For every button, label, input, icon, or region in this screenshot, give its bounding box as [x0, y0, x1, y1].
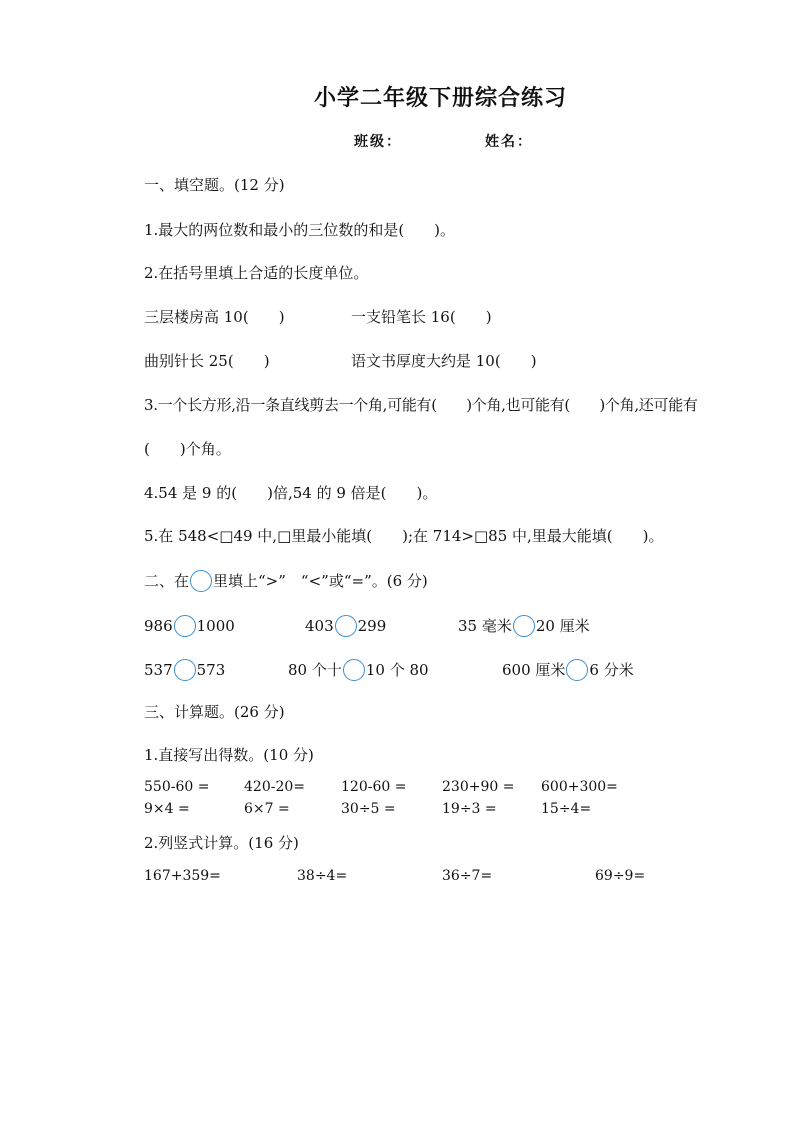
compare-item — [502, 659, 634, 681]
page-title: 小学二年级下册综合练习 — [314, 85, 568, 111]
question-1-2-item: 一支铅笔长 16( ) — [351, 308, 492, 326]
compare-item — [458, 615, 590, 637]
circle-icon — [190, 570, 212, 592]
calc-item: 6×7 = — [244, 801, 290, 817]
vertical-calc-item: 167+359= — [144, 868, 221, 884]
compare-right: 20 厘米 — [535, 617, 590, 635]
question-1-3-line1: 3.一个长方形,沿一条直线剪去一个角,可能有( )个角,也可能有( )个角,还可能有 — [144, 396, 698, 414]
compare-left: 403 — [305, 617, 334, 635]
vertical-calc-item: 38÷4= — [297, 868, 348, 884]
compare-left: 537 — [144, 661, 173, 679]
calc-item: 30÷5 = — [341, 801, 396, 817]
compare-right: 573 — [196, 661, 226, 679]
answer-circle[interactable] — [343, 659, 365, 681]
section2-heading — [144, 570, 428, 592]
calc-item: 600+300= — [541, 779, 618, 795]
calc-item: 120-60 = — [341, 779, 407, 795]
question-1-3-line2: ( )个角。 — [144, 440, 231, 458]
class-label: 班级： — [354, 134, 402, 150]
calc-item: 230+90 = — [442, 779, 515, 795]
question-1-2: 2.在括号里填上合适的长度单位。 — [144, 264, 369, 282]
question-3-2: 2.列竖式计算。(16 分) — [144, 834, 299, 852]
question-1-2-item: 语文书厚度大约是 10( ) — [351, 352, 537, 370]
calc-item: 19÷3 = — [442, 801, 497, 817]
calc-item: 550-60 = — [144, 779, 210, 795]
calc-item: 15÷4= — [541, 801, 592, 817]
compare-right: 10 个 80 — [365, 661, 429, 679]
section2-heading-pre: 二、在 — [144, 572, 190, 590]
question-1-5: 5.在 548<□49 中,□里最小能填( );在 714>□85 中,里最大能填( )。 — [144, 527, 664, 545]
compare-item — [144, 659, 225, 681]
compare-item — [288, 659, 429, 681]
section3-heading: 三、计算题。(26 分) — [144, 703, 285, 721]
compare-right: 299 — [357, 617, 387, 635]
compare-item — [144, 615, 235, 637]
section2-heading-post: 里填上“>” “<”或“=”。(6 分) — [213, 572, 428, 590]
question-1-4: 4.54 是 9 的( )倍,54 的 9 倍是( )。 — [144, 484, 438, 502]
compare-left: 986 — [144, 617, 173, 635]
question-1-2-item: 三层楼房高 10( ) — [144, 308, 285, 326]
vertical-calc-item: 36÷7= — [442, 868, 493, 884]
name-label: 姓名： — [485, 134, 533, 150]
answer-circle[interactable] — [335, 615, 357, 637]
answer-circle[interactable] — [174, 615, 196, 637]
question-1-1: 1.最大的两位数和最小的三位数的和是( )。 — [144, 221, 456, 239]
question-3-1: 1.直接写出得数。(10 分) — [144, 746, 314, 764]
compare-right: 1000 — [196, 617, 235, 635]
answer-circle[interactable] — [174, 659, 196, 681]
compare-item — [305, 615, 386, 637]
compare-left: 35 毫米 — [458, 617, 512, 635]
section1-heading: 一、填空题。(12 分) — [144, 176, 285, 194]
calc-item: 420-20= — [244, 779, 305, 795]
compare-right: 6 分米 — [589, 661, 634, 679]
question-1-2-item: 曲别针长 25( ) — [144, 352, 270, 370]
compare-left: 600 厘米 — [502, 661, 566, 679]
vertical-calc-item: 69÷9= — [595, 868, 646, 884]
compare-left: 80 个十 — [288, 661, 342, 679]
answer-circle[interactable] — [566, 659, 588, 681]
calc-item: 9×4 = — [144, 801, 190, 817]
answer-circle[interactable] — [513, 615, 535, 637]
